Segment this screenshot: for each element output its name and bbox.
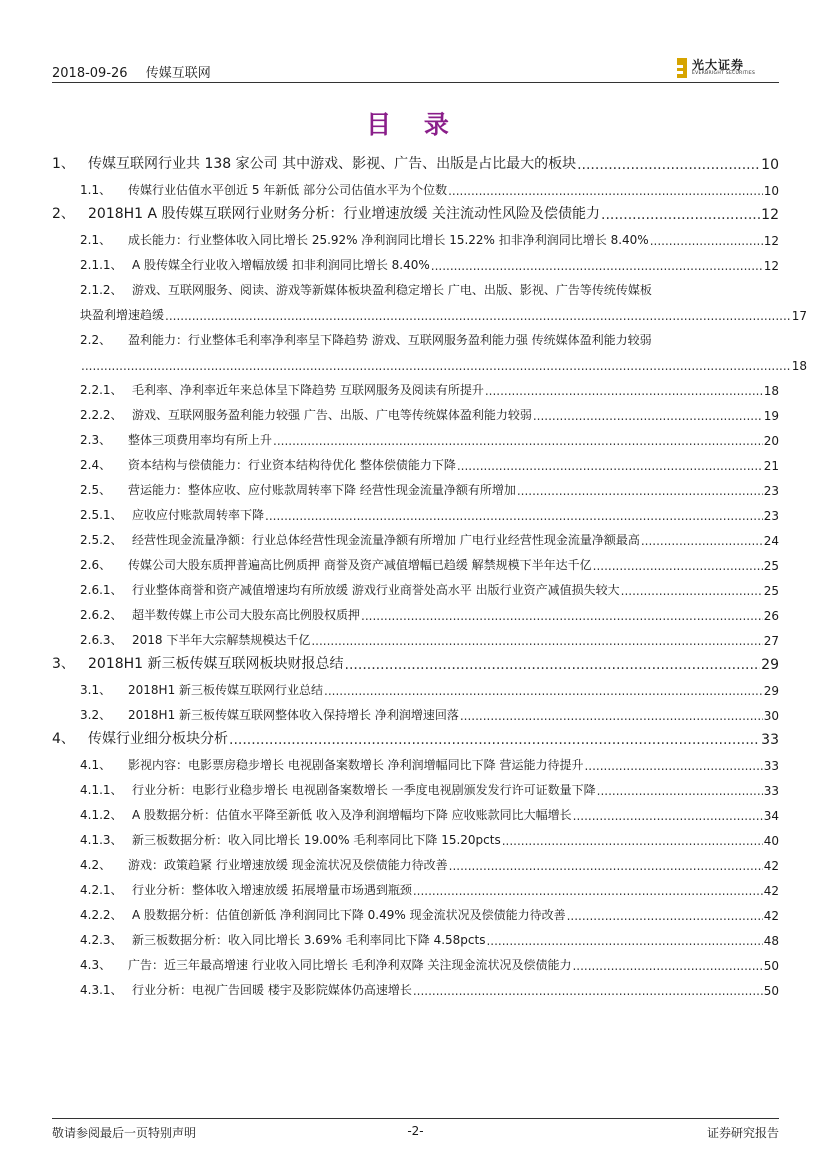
toc-entry-title: 游戏、互联网服务盈利能力较强 广告、出版、广电等传统媒体盈利能力较弱 <box>132 408 532 422</box>
toc-entry[interactable] <box>52 848 779 873</box>
toc-entry-page: 26 <box>763 609 779 623</box>
toc-entry-number: 2.6.3、 <box>80 633 123 647</box>
toc-leader-dots <box>584 759 762 773</box>
toc-leader-dots <box>449 859 763 873</box>
toc-entry[interactable] <box>52 723 779 748</box>
toc-entry-page: 50 <box>763 984 779 998</box>
toc-entry-title: 经营性现金流量净额：行业总体经营性现金流量净额有所增加 广电行业经营性现金流量净额最高 <box>132 533 640 547</box>
toc-entry-number: 2.6.1、 <box>80 583 123 597</box>
toc-entry-continuation[interactable] <box>52 298 807 323</box>
toc-entry-title: 行业分析：电影行业稳步增长 电视剧备案数增长 一季度电视剧颁发发行许可证数量下降 <box>132 783 596 797</box>
toc-entry-page: 12 <box>763 259 779 273</box>
toc-leader-dots <box>361 609 763 623</box>
footer-disclaimer: 敬请参阅最后一页特别声明 <box>52 1126 197 1140</box>
toc-entry[interactable] <box>52 498 779 523</box>
toc-entry-page: 23 <box>763 484 779 498</box>
toc-leader-dots <box>165 309 791 323</box>
toc-leader-dots <box>81 359 791 373</box>
toc-entry-page: 20 <box>763 434 779 448</box>
toc-entry-page: 18 <box>763 384 779 398</box>
toc-entry-number: 4.3、 <box>80 958 112 972</box>
toc-entry-number: 2.2.2、 <box>80 408 123 422</box>
toc-entry-number: 4.2.3、 <box>80 933 123 947</box>
toc-entry-page: 42 <box>763 859 779 873</box>
toc-entry-number: 4.1.1、 <box>80 783 123 797</box>
toc-leader-dots <box>273 434 763 448</box>
toc-entry[interactable] <box>52 673 779 698</box>
toc-entry-continuation[interactable] <box>52 348 807 373</box>
page-footer <box>52 1124 779 1142</box>
toc-entry-number: 2.1、 <box>80 233 112 247</box>
toc-entry[interactable] <box>52 373 779 398</box>
logo-mark-icon <box>677 58 687 78</box>
toc-leader-dots <box>413 984 763 998</box>
toc-entry-number: 2、 <box>52 206 75 222</box>
toc-leader-dots <box>311 634 762 648</box>
toc-entry[interactable] <box>52 823 779 848</box>
toc-entry[interactable] <box>52 398 779 423</box>
toc-entry-title: 传媒行业估值水平创近 5 年新低 部分公司估值水平为个位数 <box>128 183 448 197</box>
toc-entry-page: 33 <box>763 759 779 773</box>
toc-leader-dots <box>577 157 760 173</box>
toc-entry-number: 2.5、 <box>80 483 112 497</box>
toc-entry-page: 25 <box>763 559 779 573</box>
toc-entry[interactable] <box>52 448 779 473</box>
toc-entry-number: 1.1、 <box>80 183 112 197</box>
toc-entry[interactable] <box>52 648 779 673</box>
toc-entry-number: 4.2.1、 <box>80 883 123 897</box>
toc-entry-page: 30 <box>763 709 779 723</box>
toc-leader-dots <box>517 484 763 498</box>
toc-entry-title: 新三板数据分析：收入同比增长 3.69% 毛利率同比下降 4.58pcts <box>132 933 486 947</box>
toc-leader-dots <box>324 684 763 698</box>
toc-entry-title: 传媒行业细分板块分析 <box>88 731 228 747</box>
everbright-logo <box>677 56 779 80</box>
toc-entry[interactable] <box>52 523 779 548</box>
page-header <box>52 56 779 80</box>
toc-entry[interactable] <box>52 623 779 648</box>
toc-entry-title: 2018 下半年大宗解禁规模达千亿 <box>132 633 311 647</box>
toc-leader-dots <box>460 709 763 723</box>
toc-entry-title: 超半数传媒上市公司大股东高比例股权质押 <box>132 608 361 622</box>
toc-entry-title: 2018H1 A 股传媒互联网行业财务分析：行业增速放缓 关注流动性风险及偿债能力 <box>88 206 600 222</box>
toc-entry-title: 传媒公司大股东质押普遍高比例质押 商誉及资产减值增幅已趋缓 解禁规模下半年达千亿 <box>128 558 592 572</box>
toc-entry-page: 42 <box>763 909 779 923</box>
toc-entry-number: 4.3.1、 <box>80 983 123 997</box>
toc-entry-page: 18 <box>791 359 807 373</box>
toc-entry-title: A 股传媒全行业收入增幅放缓 扣非利润同比增长 8.40% <box>132 258 430 272</box>
toc-entry[interactable] <box>52 423 779 448</box>
toc-leader-dots <box>650 234 763 248</box>
toc-entry-page: 42 <box>763 884 779 898</box>
toc-entry-title: A 股数据分析：估值水平降至新低 收入及净利润增幅均下降 应收账款同比大幅增长 <box>132 808 572 822</box>
toc-entry[interactable] <box>52 973 779 998</box>
toc-entry[interactable] <box>52 923 779 948</box>
footer-divider <box>52 1118 779 1119</box>
toc-entry-page: 48 <box>763 934 779 948</box>
toc-entry-number: 2.2.1、 <box>80 383 123 397</box>
header-meta <box>52 62 225 81</box>
toc-entry-page: 12 <box>763 234 779 248</box>
toc-entry[interactable] <box>52 573 779 598</box>
toc-leader-dots <box>431 259 763 273</box>
toc-entry-number: 2.1.1、 <box>80 258 123 272</box>
toc-entry-page: 50 <box>763 959 779 973</box>
toc-entry-number: 4.1、 <box>80 758 112 772</box>
toc-entry-title: 新三板数据分析：收入同比增长 19.00% 毛利率同比下降 15.20pcts <box>132 833 501 847</box>
toc-entry-title: 整体三项费用率均有所上升 <box>128 433 273 447</box>
toc-leader-dots <box>448 184 763 198</box>
toc-entry-title: 资本结构与偿债能力：行业资本结构待优化 整体偿债能力下降 <box>128 458 456 472</box>
toc-entry-number: 4、 <box>52 731 75 747</box>
toc-entry-title: 盈利能力：行业整体毛利率净利率呈下降趋势 游戏、互联网服务盈利能力强 传统媒体盈利能力较弱 <box>128 333 652 347</box>
toc-entry[interactable] <box>52 798 779 823</box>
toc-entry-page: 29 <box>763 684 779 698</box>
toc-entry[interactable] <box>52 873 779 898</box>
toc-entry-page: 33 <box>763 784 779 798</box>
toc-leader-dots <box>413 884 763 898</box>
toc-leader-dots <box>621 584 763 598</box>
toc-entry-page: 19 <box>763 409 779 423</box>
toc-entry-page: 25 <box>763 584 779 598</box>
toc-entry-title: 游戏：政策趋紧 行业增速放缓 现金流状况及偿债能力待改善 <box>128 858 448 872</box>
toc-entry-title: 游戏、互联网服务、阅读、游戏等新媒体板块盈利稳定增长 广电、出版、影视、广告等传统传媒板 <box>132 283 652 297</box>
toc-entry-number: 2.2、 <box>80 333 112 347</box>
toc-entry-page: 29 <box>761 657 779 673</box>
toc-entry-title: 营运能力：整体应收、应付账款周转率下降 经营性现金流量净额有所增加 <box>128 483 516 497</box>
toc-entry-title: 2018H1 新三板传媒互联网行业总结 <box>128 683 324 697</box>
toc-entry[interactable] <box>52 223 779 248</box>
toc-leader-dots <box>229 732 760 748</box>
toc-entry-number: 2.5.1、 <box>80 508 123 522</box>
toc-leader-dots <box>567 909 763 923</box>
toc-entry-title: 影视内容：电影票房稳步增长 电视剧备案数增长 净利润增幅同比下降 营运能力待提升 <box>128 758 584 772</box>
toc-entry[interactable] <box>52 548 779 573</box>
toc-entry-page: 10 <box>761 157 779 173</box>
toc-entry-page: 10 <box>763 184 779 198</box>
toc-leader-dots <box>265 509 763 523</box>
toc-entry-title: 传媒互联网行业共 138 家公司 其中游戏、影视、广告、出版是占比最大的板块 <box>88 156 577 172</box>
toc-entry-number: 4.1.2、 <box>80 808 123 822</box>
toc-entry[interactable] <box>52 748 779 773</box>
page-title: 目 录 <box>366 110 461 139</box>
toc-entry[interactable] <box>52 323 779 348</box>
toc-entry-number: 3.1、 <box>80 683 112 697</box>
toc-entry-title: 毛利率、净利率近年来总体呈下降趋势 互联网服务及阅读有所提升 <box>132 383 484 397</box>
toc-entry-title: 行业整体商誉和资产减值增速均有所放缓 游戏行业商誉处高水平 出版行业资产减值损失较大 <box>132 583 620 597</box>
toc-entry-title: 应收应付账款周转率下降 <box>132 508 265 522</box>
toc-entry-page: 17 <box>791 309 807 323</box>
toc-entry[interactable] <box>52 173 779 198</box>
toc-entry-page: 40 <box>763 834 779 848</box>
toc-entry-title: 2018H1 新三板传媒互联网板块财报总结 <box>88 656 344 672</box>
toc-entry-number: 1、 <box>52 156 75 172</box>
toc-entry-page: 33 <box>761 732 779 748</box>
toc-entry-number: 2.6、 <box>80 558 112 572</box>
toc-leader-dots <box>485 384 763 398</box>
toc-leader-dots <box>572 959 762 973</box>
toc-entry-number: 2.4、 <box>80 458 112 472</box>
toc-entry-number: 4.2.2、 <box>80 908 123 922</box>
logo-text-cn: 光大证券 <box>692 58 745 72</box>
toc-entry-title: 行业分析：电视广告回暖 楼宇及影院媒体仍高速增长 <box>132 983 412 997</box>
footer-report-type: 证券研究报告 <box>706 1126 779 1140</box>
toc-leader-dots <box>601 207 760 223</box>
toc-entry[interactable] <box>52 148 779 173</box>
toc-entry-title: 行业分析：整体收入增速放缓 拓展增量市场遇到瓶颈 <box>132 883 412 897</box>
toc-entry-page: 27 <box>763 634 779 648</box>
toc-entry-title: 广告：近三年最高增速 行业收入同比增长 毛利净利双降 关注现金流状况及偿债能力 <box>128 958 572 972</box>
toc-leader-dots <box>641 534 763 548</box>
toc-leader-dots <box>457 459 763 473</box>
toc-entry[interactable] <box>52 773 779 798</box>
toc-entry-page: 21 <box>763 459 779 473</box>
toc-leader-dots <box>597 784 763 798</box>
header-category: 传媒互联网 <box>145 66 211 81</box>
logo-text-en: EVERBRIGHT SECURITIES <box>692 71 756 76</box>
toc-entry[interactable] <box>52 898 779 923</box>
toc-entry-page: 12 <box>761 207 779 223</box>
toc-entry-number: 4.2、 <box>80 858 112 872</box>
toc-entry-number: 4.1.3、 <box>80 833 123 847</box>
toc-entry[interactable] <box>52 473 779 498</box>
toc-entry[interactable] <box>52 948 779 973</box>
toc-entry-number: 2.3、 <box>80 433 112 447</box>
toc-leader-dots <box>573 809 763 823</box>
table-of-contents <box>52 148 807 998</box>
toc-entry[interactable] <box>52 248 779 273</box>
toc-leader-dots <box>345 657 761 673</box>
toc-entry[interactable] <box>52 198 779 223</box>
toc-entry-title: 成长能力：行业整体收入同比增长 25.92% 净利润同比增长 15.22% 扣非净利润同比增长 8.40% <box>128 233 649 247</box>
header-divider <box>52 82 779 83</box>
toc-entry-title: A 股数据分析：估值创新低 净利润同比下降 0.49% 现金流状况及偿债能力待改善 <box>132 908 566 922</box>
toc-leader-dots <box>593 559 763 573</box>
toc-leader-dots <box>502 834 763 848</box>
toc-entry-number: 2.6.2、 <box>80 608 123 622</box>
toc-leader-dots <box>486 934 762 948</box>
toc-entry-number: 3、 <box>52 656 75 672</box>
toc-entry-page: 34 <box>763 809 779 823</box>
toc-entry[interactable] <box>52 273 779 298</box>
toc-entry-page: 24 <box>763 534 779 548</box>
toc-entry-number: 3.2、 <box>80 708 112 722</box>
toc-entry-page: 23 <box>763 509 779 523</box>
toc-entry-title-cont: 块盈利增速趋缓 <box>80 308 165 322</box>
header-date: 2018-09-26 <box>52 66 128 81</box>
toc-entry-number: 2.1.2、 <box>80 283 123 297</box>
toc-entry-number: 2.5.2、 <box>80 533 123 547</box>
toc-entry[interactable] <box>52 698 779 723</box>
page-number: -2- <box>407 1124 424 1138</box>
toc-entry[interactable] <box>52 598 779 623</box>
toc-leader-dots <box>533 409 763 423</box>
toc-entry-title: 2018H1 新三板传媒互联网整体收入保持增长 净利润增速回落 <box>128 708 459 722</box>
